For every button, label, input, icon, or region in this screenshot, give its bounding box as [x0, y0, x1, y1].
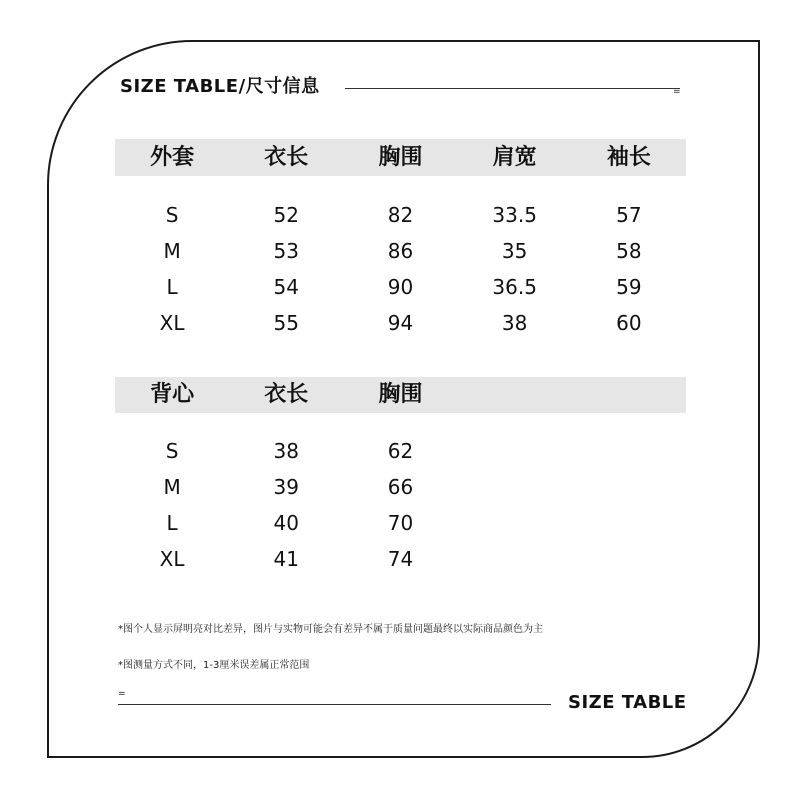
table-row — [115, 233, 686, 269]
length-cell: 41 — [273, 547, 299, 571]
footer-title: SIZE TABLE — [568, 692, 687, 713]
length-cell: 55 — [273, 311, 299, 335]
length-cell: 39 — [273, 475, 299, 499]
sleeve-cell: 59 — [616, 275, 642, 299]
header-divider — [345, 88, 680, 89]
vest-table-header — [115, 377, 686, 413]
page-title: SIZE TABLE/尺寸信息 — [120, 76, 320, 97]
header-mark: = — [673, 87, 681, 97]
sleeve-cell: 60 — [616, 311, 642, 335]
size-cell: L — [166, 275, 178, 299]
length-cell: 38 — [273, 439, 299, 463]
sleeve-cell: 58 — [616, 239, 642, 263]
note-display-difference: *图个人显示屏明亮对比差异，图片与实物可能会有差异不属于质量问题最终以实际商品颜色为主 — [118, 624, 543, 635]
length-cell: 54 — [273, 275, 299, 299]
coat-header-length: 衣长 — [264, 145, 309, 170]
table-row — [115, 269, 686, 305]
vest-header-length: 衣长 — [264, 382, 309, 407]
chest-cell: 94 — [387, 311, 414, 335]
vest-header-category: 背心 — [150, 382, 195, 407]
length-cell: 40 — [273, 511, 299, 535]
size-cell: XL — [159, 547, 185, 571]
size-cell: S — [165, 203, 179, 227]
coat-header-shoulder: 肩宽 — [492, 145, 537, 170]
chest-cell: 62 — [387, 439, 414, 463]
table-row — [115, 469, 686, 505]
size-cell: S — [165, 439, 179, 463]
vest-header-chest: 胸围 — [378, 382, 423, 407]
table-row — [115, 433, 686, 469]
footer-mark: = — [118, 689, 126, 699]
note-measurement-tolerance: *图测量方式不同，1-3厘米误差属正常范围 — [118, 660, 310, 671]
shoulder-cell: 33.5 — [492, 203, 537, 227]
table-row — [115, 197, 686, 233]
size-cell: M — [163, 475, 181, 499]
length-cell: 53 — [273, 239, 299, 263]
chest-cell: 82 — [387, 203, 414, 227]
shoulder-cell: 35 — [501, 239, 528, 263]
coat-header-sleeve: 袖长 — [606, 145, 651, 170]
table-row — [115, 305, 686, 341]
coat-table-header — [115, 139, 686, 176]
chest-cell: 70 — [387, 511, 414, 535]
sleeve-cell: 57 — [616, 203, 642, 227]
coat-header-category: 外套 — [150, 145, 195, 170]
table-row — [115, 505, 686, 541]
size-cell: L — [166, 511, 178, 535]
size-cell: M — [163, 239, 181, 263]
chest-cell: 74 — [387, 547, 414, 571]
chest-cell: 66 — [387, 475, 414, 499]
shoulder-cell: 36.5 — [492, 275, 537, 299]
shoulder-cell: 38 — [501, 311, 528, 335]
footer-divider — [118, 704, 551, 705]
size-cell: XL — [159, 311, 185, 335]
table-row — [115, 541, 686, 577]
length-cell: 52 — [273, 203, 299, 227]
chest-cell: 86 — [387, 239, 414, 263]
chest-cell: 90 — [387, 275, 414, 299]
coat-header-chest: 胸围 — [378, 145, 423, 170]
